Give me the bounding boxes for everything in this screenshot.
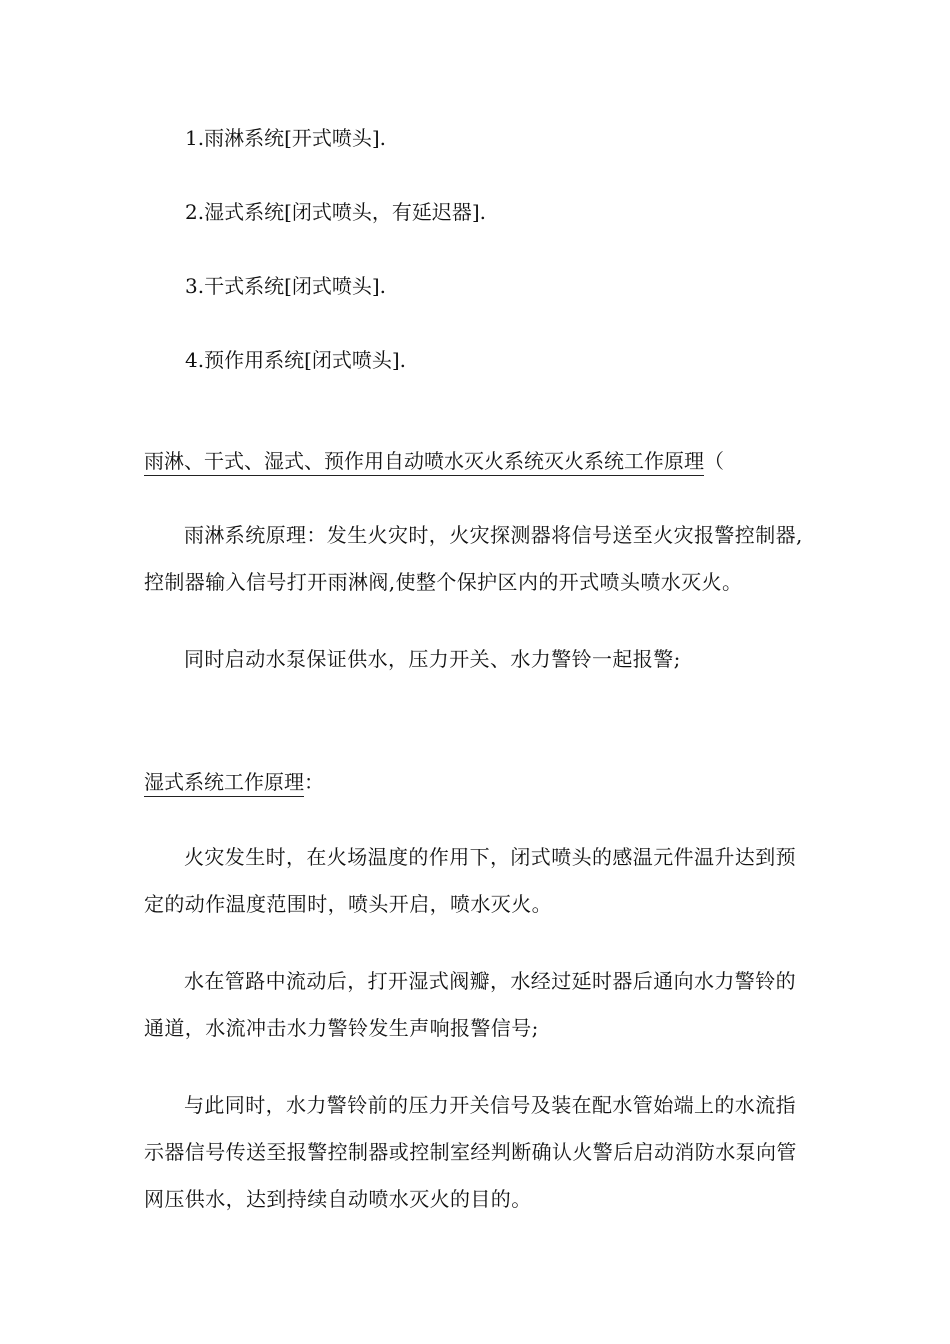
section-heading-tail: ： bbox=[304, 770, 324, 794]
section-heading-tail: （ bbox=[704, 449, 724, 473]
paragraph: 与此同时，水力警铃前的压力开关信号及装在配水管始端上的水流指示器信号传送至报警控制器或控制室经判断确认火警后启动消防水泵向管网压供水，达到持续自动喷水灭火的目的。 bbox=[144, 1093, 797, 1211]
paragraph: 雨淋系统原理：发生火灾时，火灾探测器将信号送至火灾报警控制器,控制器输入信号打开雨淋阀,使整个保护区内的开式喷头喷水灭火。 bbox=[144, 523, 803, 594]
section-heading bbox=[144, 447, 724, 475]
paragraph: 同时启动水泵保证供水，压力开关、水力警铃一起报警; bbox=[184, 647, 681, 671]
section-heading-text: 雨淋、干式、湿式、预作用自动喷水灭火系统灭火系统工作原理 bbox=[144, 449, 704, 476]
paragraph: 火灾发生时，在火场温度的作用下，闭式喷头的感温元件温升达到预定的动作温度范围时，喷头开启，喷水灭火。 bbox=[144, 845, 796, 916]
list-item: 1.雨淋系统[开式喷头]. bbox=[185, 126, 387, 150]
section-heading-text: 湿式系统工作原理 bbox=[144, 770, 304, 797]
list-item: 2.湿式系统[闭式喷头，有延迟器]. bbox=[185, 200, 487, 224]
list-item: 4.预作用系统[闭式喷头]. bbox=[185, 348, 407, 372]
list-item: 3.干式系统[闭式喷头]. bbox=[185, 274, 387, 298]
section-heading bbox=[144, 768, 324, 796]
paragraph: 水在管路中流动后，打开湿式阀瓣，水经过延时器后通向水力警铃的通道，水流冲击水力警铃发生声响报警信号; bbox=[144, 969, 796, 1040]
